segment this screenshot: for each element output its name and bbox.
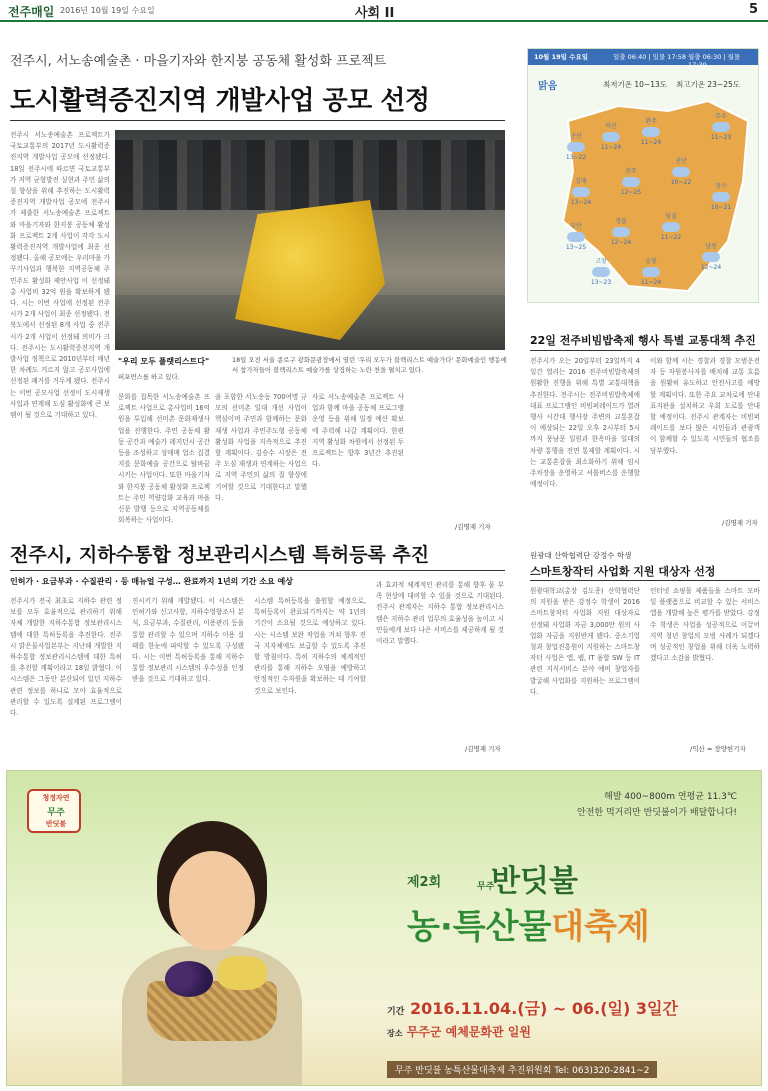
newspaper-brand: 전주매일: [8, 5, 55, 19]
article2-subhead: 인허가 · 요금부과 · 수질관리 · 등 매뉴얼 구성… 완료까지 1년의 기간 소요 예상: [10, 577, 293, 586]
cloud-icon: [672, 167, 690, 177]
weather-region: [638, 116, 664, 146]
region-temp: 10~22: [670, 179, 692, 186]
ad-date: [387, 996, 678, 1019]
article-r1-column-2: 이와 함께 시는 경찰과 경찰 모범운전자 등 자원봉사자를 배치해 교통 흐름을 원활히 유도하고 안전사고를 예방할 계획이다. 또한 주요 교차로에 안내 표지판을 설치하고 우회 도로를 안내할 예정이다. 전주시 관계자는 비빔퍼레이드를 보다 많은 시민들과 관광객이 함께할 수 있도록 시민들의 협조를 당부했다.: [650, 357, 760, 455]
article1-column-2: 문화를 접목한 서노송예술촌 프로젝트 사업으로 총사업비 16억원을 투입해 선미촌 문화재생사업을 진행한다. 주민 공동체 활동 공간과 예술가 레지던시 공간 등을 조성하고 성매매 업소 집결지를 문화예술 공간으로 탈바꿈시키는 사업이다. 또한 마을기자와 한지붕 공동체 활성화 프로젝트는 주민 역량강화 교육과 마을신문 발행 등으로 지역공동체를 회복하는 사업이다.: [118, 393, 210, 525]
weather-box: [527, 48, 759, 303]
issue-date: 2016년 10월 19일 수요일: [60, 6, 155, 15]
cloud-icon: [702, 252, 720, 262]
basket-icon: [147, 981, 277, 1041]
logo-line-2: 무주: [47, 808, 65, 818]
cloud-icon: [712, 122, 730, 132]
article2-column-4: 과 효과적 체계적인 관리를 통해 향후 물 부족 현상에 대비할 수 있을 것으로 기대된다. 전주시 관계자는 지하수 통합 정보관리시스템은 지하수 관리 업무의 효율성을 높이고 시민들에게 보다 나은 서비스를 제공하게 될 것이라고 말했다.: [376, 581, 504, 646]
weather-region: [618, 166, 644, 196]
cloud-icon: [622, 177, 640, 187]
region-temp: 10~21: [710, 204, 732, 211]
article1-column-1: 전주시 서노송예술촌 프로젝트가 국토교통부의 2017년 도시활력증진지역 개발사업 공모에 선정됐다. 18일 전주시에 따르면 국토교통부가 지역 균형발전 실현과 주민 삶의 질 향상을 위해 추진하는 도시활력증진지역 개발사업 공모에 전주시가 제출한 서노송예술촌 프로젝트와 마을기자와 한지붕 공동체 활성화 프로젝트 2개 사업이 각각 도시활력증진지역 개발사업에 최종 선정됐다. 올해 공모에는 우리마을 가꾸기사업과 행복한 지역공동체 주민주도 활성화 제안사업 이 선정돼 총 사업비 32억 원을 확보하게 됐다. 시는 이번 사업에 선정된 전주시가 2개 사업이 최종 선정됐다. 전북도에서 선정된 8개 사업 중 전주시가 2개 사업이 선정돼 의미가 크다. 전주시는 도시활력증진지역 개발사업 정책으로 2010년부터 매년 한 차례도 거르지 않고 공모사업에 선정된 쾌거를 거두게 됐다. 전주시는 이번 공모사업 선정이 도시재생 사업과 연계해 도심 활성화에 큰 보탬이 될 것으로 기대하고 있다.: [10, 131, 110, 420]
weather-region: [708, 111, 734, 141]
article2-headline: 전주시, 지하수통합 정보관리시스템 특허등록 추진: [10, 544, 430, 566]
grapes-icon: [165, 961, 213, 997]
muju-logo: [27, 789, 81, 833]
ad-venue: [387, 1023, 531, 1040]
article-r1-column-1: 전주시가 오는 20일부터 23일까지 4일간 열리는 2016 전주비빔밥축제의 원활한 진행을 위해 특별 교통대책을 추진한다. 전주시는 전주비빔밥축제에 대표 프로그램인 비빔퍼레이드가 열려 행사 시간대 행사장 주변의 교통혼잡이 예상되는 22일 오후 2시부터 5시까지 풍남문 일원과 한옥마을 일대의 차량 통행을 전면 통제할 계획이다. 시는 교통혼잡을 최소화하기 위해 임시 주차장을 운영하고 셔틀버스를 운행할 예정이다.: [530, 357, 640, 489]
article1-headline: 도시활력증진지역 개발사업 공모 선정: [10, 86, 430, 116]
article2-byline: /김명재 기자: [465, 745, 501, 753]
ad-slogan: 안전한 먹거리만 반딧불이가 배달합니다!: [577, 808, 737, 818]
girl-with-basket-illustration: [87, 821, 337, 1086]
article1-photo: [115, 130, 505, 350]
weather-region: [658, 211, 684, 241]
region-temp: 11~24: [600, 144, 622, 151]
photo-caption-title: "우리 모두 플랫리스트다": [118, 357, 210, 366]
ad-ordinal: 제2회: [407, 875, 442, 890]
logo-line-3: 반딧불: [45, 820, 67, 828]
weather-region: [563, 221, 589, 251]
region-temp: 12~24: [610, 239, 632, 246]
region-temp: 11~24: [640, 139, 662, 146]
region-name: 정읍: [615, 218, 627, 225]
ad-venue-value: 무주군 예체문화관 일원: [406, 1025, 531, 1039]
article-r1-byline: /김명재 기자: [722, 519, 758, 527]
region-name: 익산: [605, 123, 617, 130]
weather-region: [668, 156, 694, 186]
article-r1-headline: 22일 전주비빔밥축제 행사 특별 교통대책 추진: [530, 334, 756, 347]
divider: [530, 350, 760, 351]
masthead: [0, 0, 768, 22]
weather-region: [698, 241, 724, 271]
ad-brand-small: 무주: [477, 882, 495, 892]
article-r2-column-2: 인터넷 쇼핑몰 제품들을 스마트 모바일 플랫폼으로 비교할 수 있는 서비스 앱을 개발해 높은 평가를 받았다. 강정수 학생은 사업을 성공적으로 이끌어 지역 청년 창업의 모범 사례가 되겠다며 성공적인 창업을 위해 더욱 노력하겠다고 소감을 밝혔다.: [650, 587, 760, 663]
girl-face: [169, 851, 255, 951]
article-r2-headline: 스마트창작터 사업화 지원 대상자 선정: [530, 565, 716, 578]
weather-condition: 맑음: [538, 81, 558, 92]
article1-column-4: 사로 서노송예술촌 프로젝트 사업과 함께 마을 공동체 프로그램 운영 등을 위해 일정 예산 확보에 주력해 나갈 계획이다. 한편 지역 활성화 차원에서 선정된 두 프로젝트는 향후 3년간 추진된다.: [312, 393, 404, 469]
region-name: 장수: [715, 183, 727, 190]
article-r2-kicker: 원광대 산학협력단 강정수 학생: [530, 551, 632, 560]
weather-region: [598, 121, 624, 151]
photo-crowd: [115, 140, 505, 210]
logo-line-1: 청정자연: [42, 794, 70, 802]
cloud-icon: [572, 187, 590, 197]
article2-column-2: 진시키기 위해 개발됐다. 이 시스템은 인허가와 신고사항, 지하수영향조사 분석, 요금부과, 수질관리, 이용관리 등을 통합 관리할 수 있으며 지하수 이용 실태를 한눈에 파악할 수 있도록 구성됐다. 시는 이번 특허등록을 통해 지하수 통합 정보관리 시스템의 우수성을 인정받을 것으로 기대하고 있다.: [132, 597, 244, 684]
ad-altitude: 해발 400~800m 연평균 11.3℃: [604, 792, 737, 802]
ad-footer: 무주 반딧불 농특산물대축제 추진위원회 Tel: 063)320-2841~2: [387, 1061, 657, 1078]
region-temp: 12~24: [700, 264, 722, 271]
ad-date-value: 2016.11.04.(금) ~ 06.(일) 3일간: [409, 999, 678, 1018]
photo-caption-tail: 퍼포먼스를 하고 있다.: [118, 373, 180, 381]
page-number: 5: [748, 2, 758, 17]
weather-region: [638, 256, 664, 286]
weather-bar: [528, 49, 758, 69]
region-temp: 11~24: [640, 279, 662, 286]
article1-kicker: 전주시, 서노송예술촌 · 마을기자와 한지붕 공동체 활성화 프로젝트: [10, 54, 387, 69]
region-name: 군산: [570, 133, 582, 140]
cloud-icon: [602, 132, 620, 142]
cloud-icon: [592, 267, 610, 277]
article2-column-1: 전주시가 전국 최초로 지하수 관련 정보를 모두 효율적으로 관리하기 위해 자체 개발한 지하수통합 정보관리시스템에 대한 특허등록을 추진한다. 전주시 맑은물사업본부는 지난해 개발한 지하수통합 정보관리시스템에 대한 특허를 추진할 계획이라고 18일 밝혔다. 이 시스템은 그동안 분산되어 있던 지하수 관련 정보를 하나로 모아 효율적으로 관리할 수 있도록 설계된 프로그램이다.: [10, 597, 122, 718]
region-name: 김제: [575, 178, 587, 185]
ad-brand: 반딧불: [491, 864, 578, 899]
weather-low: 최저기온 10~13도: [603, 80, 667, 89]
region-temp: 13~25: [565, 244, 587, 251]
article1-column-3: 을 포함한 서노송동 700여명 규모의 선미촌 일대 개선 사업이 핵심이며 주민과 함께하는 문화재생 사업과 주민주도형 공동체 활성화 사업을 지속적으로 추진할 계획이다. 김승수 시장은 전주 도심 재생과 연계하는 사업으로 지역 주민의 삶의 질 향상에 기여할 것으로 기대한다고 말했다.: [215, 393, 307, 502]
weather-region: [608, 216, 634, 246]
region-name: 전주: [625, 168, 637, 175]
article-r2-byline: /익산 = 장양헌기자: [690, 745, 746, 753]
article1-byline: /김명재 기자: [455, 523, 491, 531]
ad-title-part-1: 농·특산물: [407, 907, 552, 947]
ad-venue-label: 장소: [387, 1029, 403, 1038]
photo-caption-text: 18일 오전 서울 종로구 광화문광장에서 열린 '우리 모두가 블랙리스트 예술가다' 문화예술인 행동에서 참가자들이 블랙리스트 예술가를 상징하는 노란 천을 펼치고 있다.: [232, 356, 507, 374]
cloud-icon: [642, 127, 660, 137]
corn-icon: [217, 956, 267, 990]
divider: [530, 580, 760, 581]
region-name: 남원: [705, 243, 717, 250]
article2-column-3: 시스템 특허등록을 출원할 예정으로, 특허등록이 완료되기까지는 약 1년의 기간이 소요될 것으로 예상하고 있다. 시는 시스템 보완 작업을 거쳐 향후 전국 지자체에도 보급할 수 있도록 추진할 방침이다. 특히 지하수의 체계적인 관리를 통해 지하수 오염을 예방하고 안정적인 수자원을 확보하는 데 기여할 것으로 보인다.: [254, 597, 366, 695]
divider: [10, 120, 505, 121]
region-temp: 12~25: [620, 189, 642, 196]
ad-title: [407, 899, 650, 948]
cloud-icon: [567, 232, 585, 242]
region-name: 부안: [570, 223, 582, 230]
ad-title-part-2: 대축제: [551, 907, 650, 947]
weather-date: 10월 19일 수요일: [534, 53, 589, 61]
cloud-icon: [567, 142, 585, 152]
weather-region: [708, 181, 734, 211]
festival-advertisement: [6, 770, 762, 1086]
region-temp: 11~22: [660, 234, 682, 241]
region-temp: 13~22: [565, 154, 587, 161]
weather-region: [568, 176, 594, 206]
weather-high: 최고기온 23~25도: [676, 80, 740, 89]
divider: [10, 570, 505, 571]
weather-moon: 월출 06:30 | 월몰 17:39: [688, 53, 741, 69]
weather-region: [563, 131, 589, 161]
section-title: 사회 II: [355, 6, 395, 21]
weather-map: [558, 101, 753, 297]
weather-sun: 일출 06:40 | 일몰 17:58: [613, 53, 687, 61]
article-r2-column-1: 원광대학교(총장 김도종) 산학협력단의 지원을 받은 강정수 학생이 2016 스마트창작터 사업화 지원 대상자로 선정돼 사업화 자금 3,000만 원의 사업화 자금을 지원받게 됐다. 중소기업청과 창업진흥원이 지원하는 스마트창작터 사업은 앱, 웹, IT 융합 SW 등 IT 관련 지식서비스 분야 예비 창업자를 발굴해 사업화를 지원하는 프로그램이다.: [530, 587, 640, 696]
region-name: 순창: [645, 258, 657, 265]
region-temp: 11~23: [710, 134, 732, 141]
cloud-icon: [712, 192, 730, 202]
region-name: 임실: [665, 213, 677, 220]
ad-date-label: 기간: [387, 1007, 405, 1017]
region-name: 진안: [675, 158, 687, 165]
cloud-icon: [642, 267, 660, 277]
region-name: 완주: [645, 118, 657, 125]
region-temp: 13~24: [570, 199, 592, 206]
region-temp: 13~23: [590, 279, 612, 286]
cloud-icon: [612, 227, 630, 237]
region-name: 무주: [715, 113, 727, 120]
region-name: 고창: [595, 258, 607, 265]
cloud-icon: [662, 222, 680, 232]
weather-region: [588, 256, 614, 286]
